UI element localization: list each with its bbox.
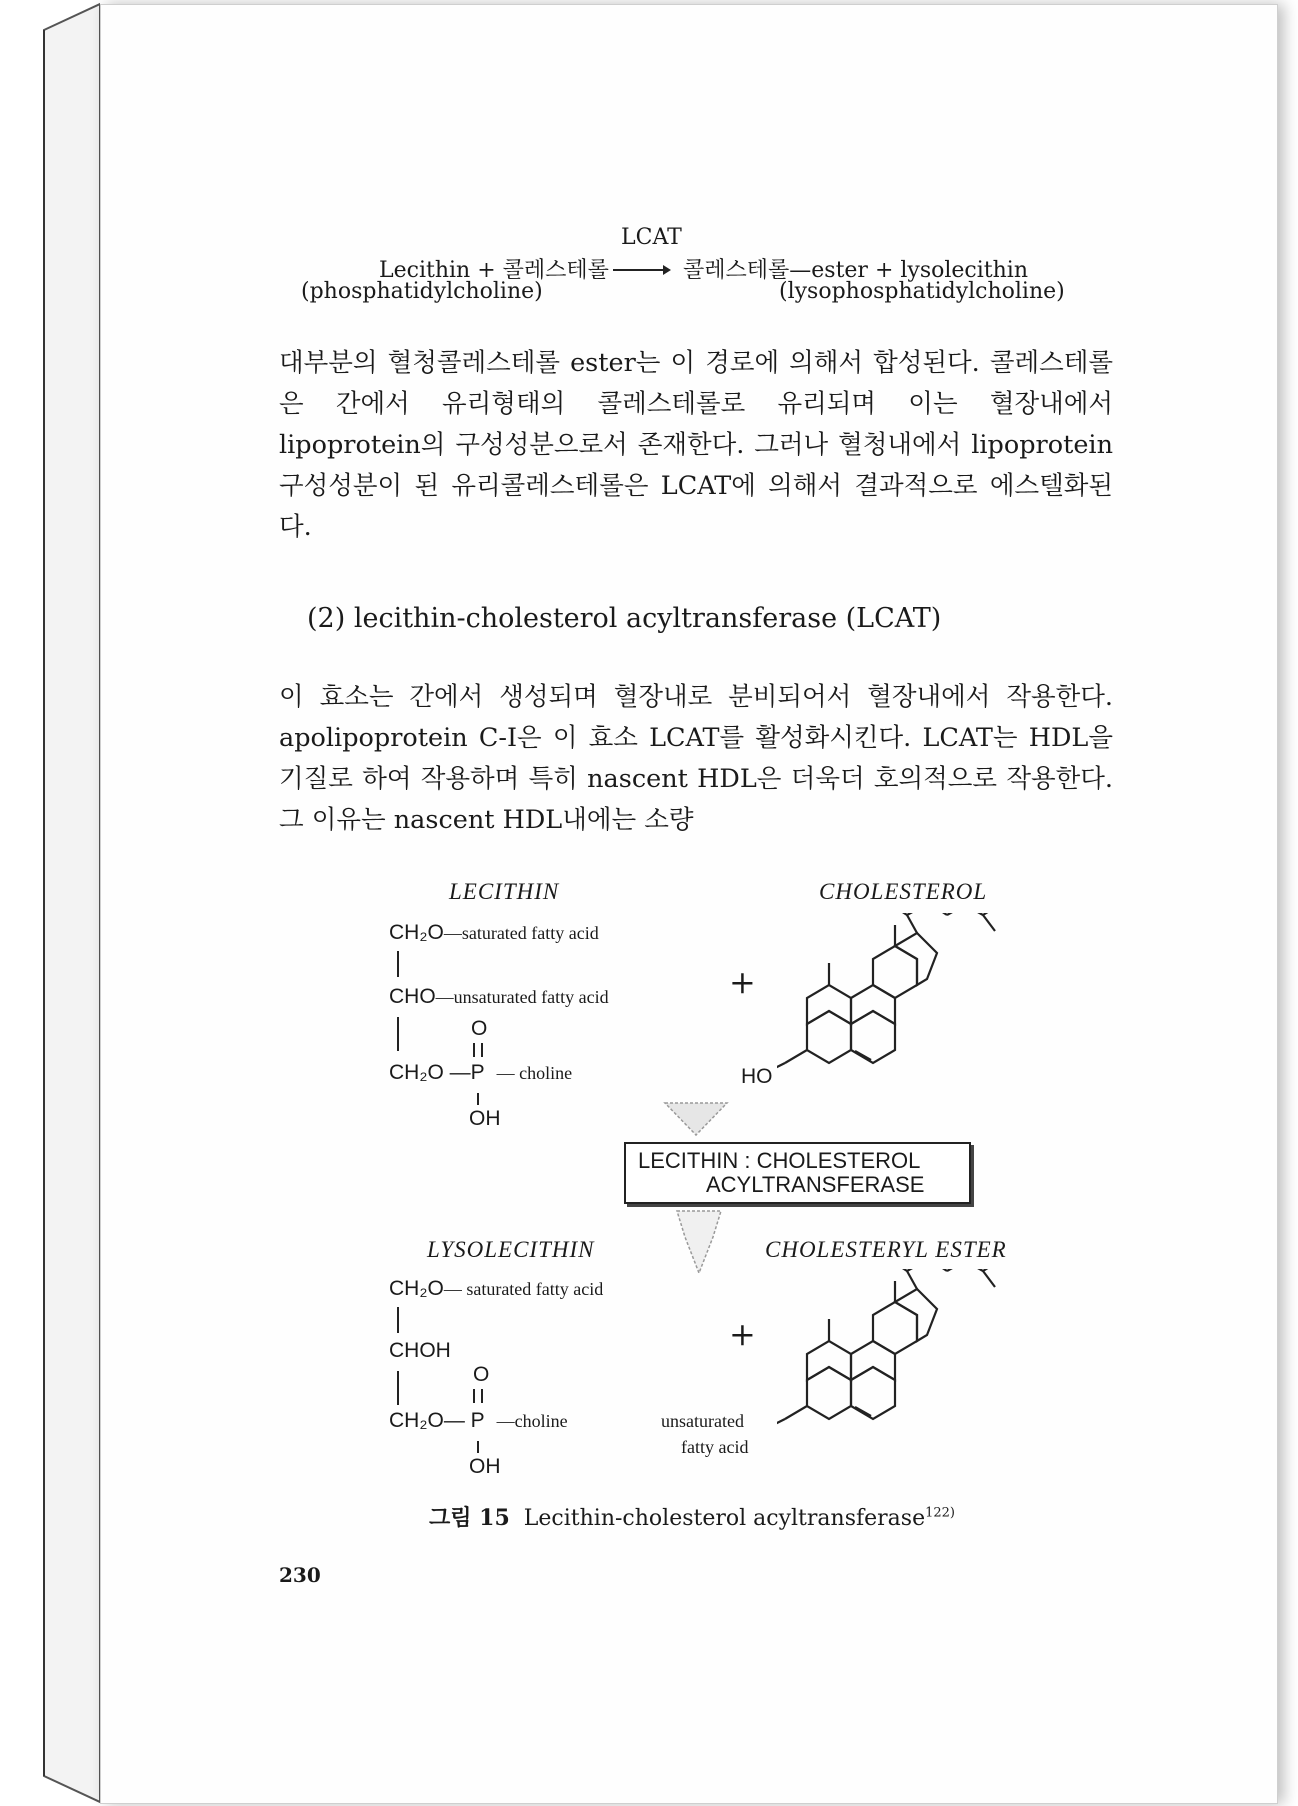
cholesteryl-ester-title: CHOLESTERYL ESTER <box>765 1237 1007 1262</box>
figure-caption-ref: 122) <box>925 1505 955 1521</box>
equation-reactants: Lecithin + 콜레스테롤 <box>379 258 609 283</box>
cholesteryl-ester-structure <box>777 1269 1137 1439</box>
body-paragraph-2: 이 효소는 간에서 생성되며 혈장내로 분비되어서 혈장내에서 작용한다. apolipoprotein C-I은 이 효소 LCAT를 활성화시킨다. LCAT는 HDL을 기질로 하여 작용하며 특히 nascent HDL은 더욱더 호의적으로 작용한다. 그 이유는 nascent HDL내에는 소량 <box>279 682 1113 835</box>
equation-products: 콜레스테롤—ester + lysolecithin <box>683 258 1028 283</box>
lecithin-bond-1 <box>397 951 399 977</box>
lecithin-row1 <box>389 921 599 945</box>
lysolecithin-title: LYSOLECITHIN <box>427 1237 595 1262</box>
equation-enzyme: LCAT <box>621 225 682 250</box>
equation-product-note: (lysophosphatidylcholine) <box>779 279 1065 304</box>
lysolecithin-oh: OH <box>469 1455 501 1478</box>
cholesterol-title: CHOLESTEROL <box>819 879 988 904</box>
lecithin-double-bond <box>473 1043 483 1057</box>
enzyme-box <box>624 1142 971 1204</box>
lecithin-ch2op: CH₂O —P <box>389 1061 485 1084</box>
lecithin-bond-3 <box>477 1093 479 1105</box>
figure-caption-text: Lecithin-cholesterol acyltransferase <box>523 1506 926 1531</box>
page-number: 230 <box>279 1563 321 1587</box>
ester-label-line2: fatty acid <box>681 1437 749 1457</box>
cholesterol-structure <box>777 913 1137 1083</box>
figure-caption-label: 그림 15 <box>429 1505 510 1531</box>
lysolecithin-saturated-label: — saturated fatty acid <box>443 1279 604 1299</box>
lecithin-row3 <box>389 1061 572 1085</box>
lecithin-bond-2 <box>397 1017 399 1051</box>
figure-caption <box>429 1501 955 1532</box>
plus-sign-bottom: + <box>729 1315 756 1353</box>
section-heading: (2) lecithin-cholesterol acyltransferase (LCAT) <box>307 603 942 634</box>
reaction-arrow-down-top <box>661 1101 731 1137</box>
lysolecithin-double-bond <box>473 1389 483 1403</box>
plus-sign-top: + <box>729 963 756 1001</box>
enzyme-name-line1: LECITHIN : CHOLESTEROL <box>638 1148 921 1173</box>
lecithin-row2 <box>389 985 609 1009</box>
reaction-arrow-down-bottom <box>669 1207 729 1279</box>
lysolecithin-bond-1 <box>397 1307 399 1333</box>
lysolecithin-row1 <box>389 1277 603 1301</box>
lecithin-cho: CHO <box>389 985 436 1008</box>
lecithin-ch2o: CH₂O <box>389 921 444 944</box>
lecithin-title: LECITHIN <box>449 879 560 904</box>
lysolecithin-row2: CHOH <box>389 1339 451 1362</box>
lecithin-oh: OH <box>469 1107 501 1130</box>
lecithin-phosphate-o: O <box>471 1017 488 1040</box>
body-paragraph-1: 대부분의 혈청콜레스테롤 ester는 이 경로에 의해서 합성된다. 콜레스테롤은 간에서 유리형태의 콜레스테롤로 유리되며 이는 혈장내에서 lipoprotein의 구성성분으로서 존재한다. 그러나 혈청내에서 lipoprotein 구성성분이 된 유리콜레스테롤은 LCAT에 의해서 결과적으로 에스텔화된다. <box>279 348 1113 542</box>
lecithin-choline-label: — choline <box>496 1063 573 1083</box>
lysolecithin-bond-2 <box>397 1371 399 1405</box>
equation-reactant-note: (phosphatidylcholine) <box>301 279 543 304</box>
lysolecithin-row3 <box>389 1409 568 1433</box>
lecithin-unsaturated-label: —unsaturated fatty acid <box>435 987 609 1007</box>
enzyme-name-line2: ACYLTRANSFERASE <box>706 1172 925 1197</box>
book-spine <box>0 0 100 1806</box>
book-page <box>100 4 1278 1804</box>
reaction-arrow <box>611 263 673 277</box>
lysolecithin-ch2o: CH₂O <box>389 1277 444 1300</box>
lecithin-saturated-label: —saturated fatty acid <box>443 923 599 943</box>
cholesterol-ho-label: HO <box>741 1065 773 1088</box>
lysolecithin-choline-label: —choline <box>496 1411 568 1431</box>
lysolecithin-ch2op: CH₂O— P <box>389 1409 485 1432</box>
ester-label-line1: unsaturated <box>661 1411 744 1431</box>
lysolecithin-bond-3 <box>477 1441 479 1453</box>
lysolecithin-phosphate-o: O <box>473 1363 490 1386</box>
